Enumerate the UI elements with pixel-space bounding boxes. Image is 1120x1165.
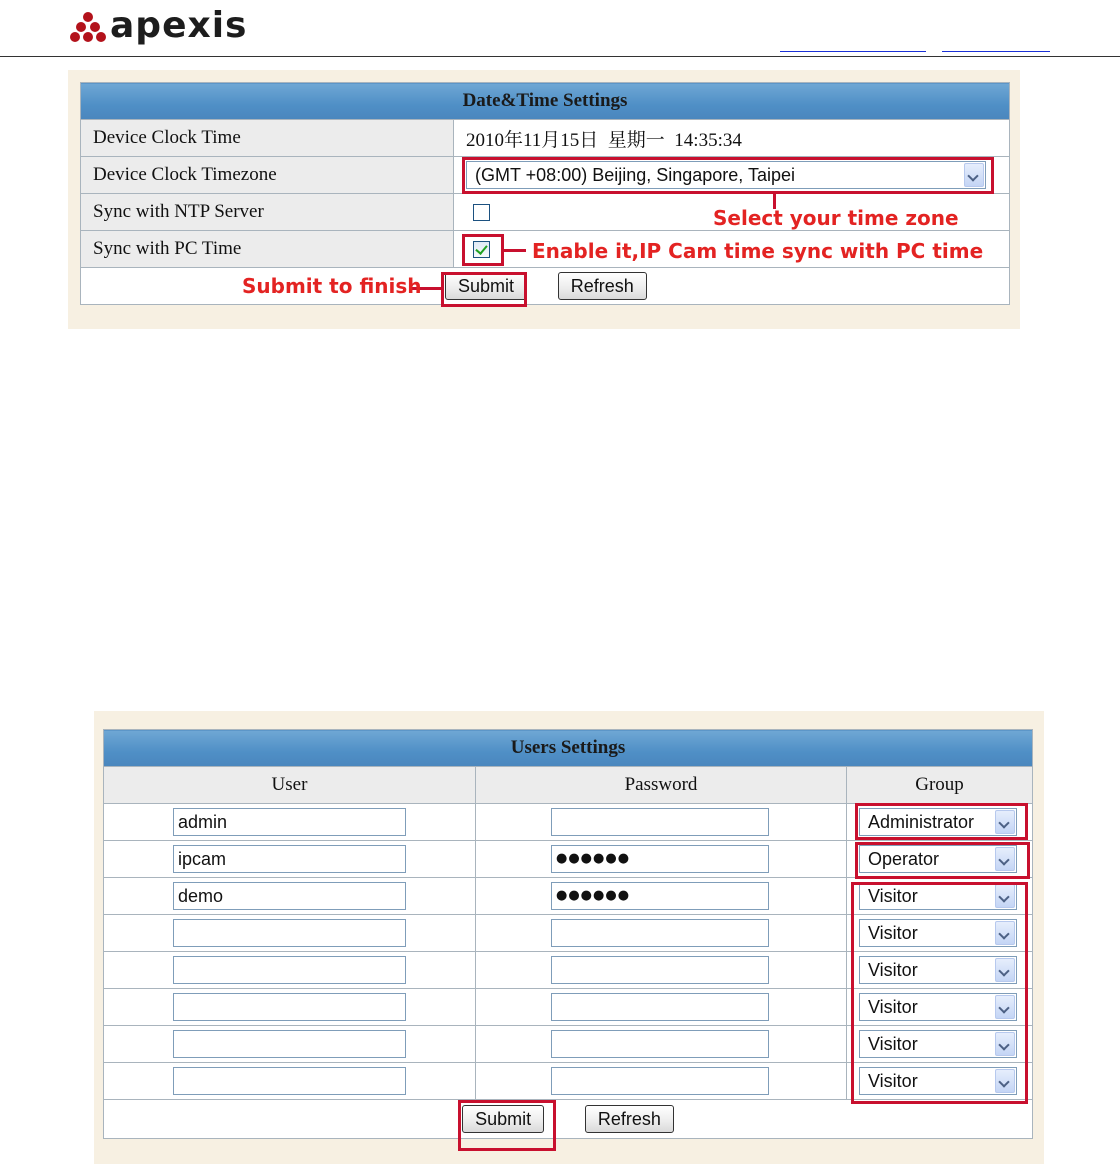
group-select-value: Visitor [868,1034,918,1054]
column-header-user: User [104,767,476,804]
username-input[interactable]: demo [173,882,406,910]
column-header-password: Password [476,767,847,804]
users-title: Users Settings [104,730,1033,767]
username-input[interactable] [173,956,406,984]
clock-time-value: 2010年11月15日 星期一 14:35:34 [466,129,742,151]
timezone-select-value: (GMT +08:00) Beijing, Singapore, Taipei [475,165,796,185]
group-select-value: Visitor [868,886,918,906]
username-input[interactable]: admin [173,808,406,836]
group-select-value: Visitor [868,960,918,980]
logo-dots-icon [70,10,106,42]
datetime-submit-button[interactable]: Submit [445,272,527,300]
users-refresh-button[interactable]: Refresh [585,1105,674,1133]
group-select-value: Visitor [868,923,918,943]
password-input[interactable] [551,808,769,836]
ntp-sync-label: Sync with NTP Server [81,194,454,231]
group-select-value: Visitor [868,997,918,1017]
pc-sync-label: Sync with PC Time [81,231,454,268]
password-input[interactable]: ●●●●●● [551,845,769,873]
ntp-sync-checkbox[interactable] [473,204,490,221]
header-link-underline[interactable] [780,51,926,52]
visitor-group-highlight [851,882,1028,1104]
group-select-value: Operator [868,849,940,869]
submit-annotation: Submit to finish [242,274,422,298]
timezone-annotation: Select your time zone [713,206,959,230]
header-divider [0,56,1120,57]
timezone-label: Device Clock Timezone [81,157,454,194]
password-input[interactable] [551,919,769,947]
username-input[interactable]: ipcam [173,845,406,873]
users-submit-highlight [458,1100,556,1151]
clock-time-label: Device Clock Time [81,120,454,157]
group-select-value: Administrator [868,812,975,832]
password-input[interactable]: ●●●●●● [551,882,769,910]
password-input[interactable] [551,1067,769,1095]
datetime-title: Date&Time Settings [81,83,1010,120]
datetime-refresh-button[interactable]: Refresh [558,272,647,300]
password-input[interactable] [551,956,769,984]
column-header-group: Group [847,767,1033,804]
submit-highlight [441,272,527,307]
logo-text: apexis [110,5,248,46]
password-input[interactable] [551,993,769,1021]
username-input[interactable] [173,1067,406,1095]
pc-sync-annotation: Enable it,IP Cam time sync with PC time [532,239,984,263]
group-select-value: Visitor [868,1071,918,1091]
username-input[interactable] [173,1030,406,1058]
pc-sync-callout-line [504,249,526,252]
operator-group-highlight [855,842,1030,879]
admin-group-highlight [855,803,1028,840]
username-input[interactable] [173,993,406,1021]
users-submit-button[interactable]: Submit [462,1105,544,1133]
pc-sync-highlight [462,234,504,266]
timezone-highlight [462,157,994,194]
header-link-underline[interactable] [942,51,1050,52]
password-input[interactable] [551,1030,769,1058]
username-input[interactable] [173,919,406,947]
apexis-logo [70,4,247,48]
